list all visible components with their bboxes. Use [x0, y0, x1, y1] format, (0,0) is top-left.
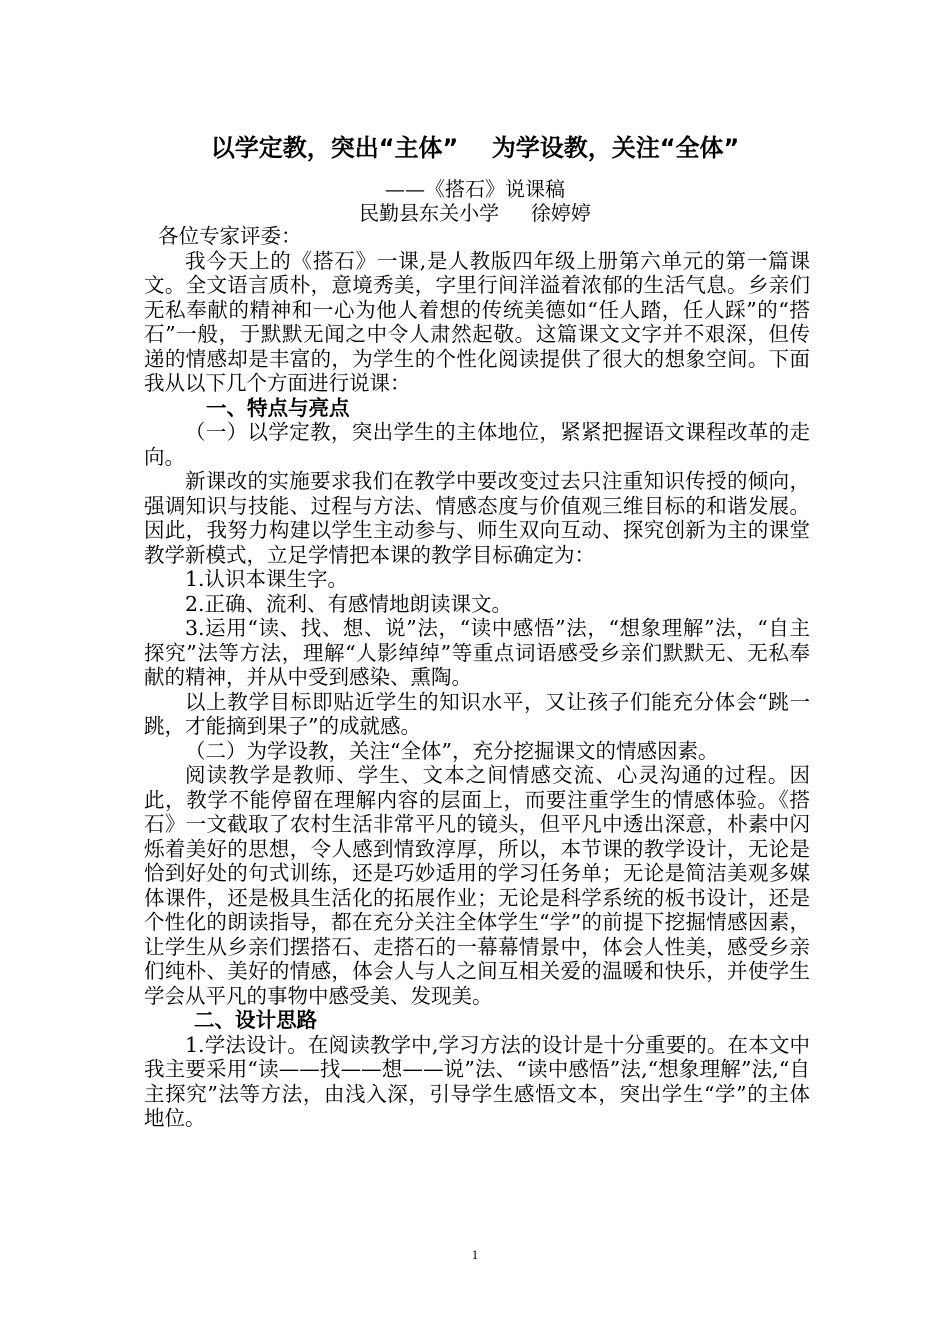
document-title: 以学定教，突出“主体” 为学设教，关注“全体” [210, 134, 740, 162]
body-paragraph: 1.学法设计。在阅读教学中,学习方法的设计是十分重要的。在本文中我主要采用“读——找——想——说”法、“读中感悟”法,“想象理解”法,“自主探究”法等方法，由浅入深，引导学生感悟文本，突出学生“学”的主体地位。 [144, 1032, 810, 1130]
intro-paragraph: 我今天上的《搭石》一课,是人教版四年级上册第六单元的第一篇课文。全文语言质朴，意境秀美，字里行间洋溢着浓郁的生活气息。乡亲们无私奉献的精神和一心为他人着想的传统美德如“任人踏，任人踩”的“搭石”一般，于默默无闻之中令人肃然起敬。这篇课文文字并不艰深，但传递的情感却是丰富的，为学生的个性化阅读提供了很大的想象空间。下面我从以下几个方面进行说课： [144, 248, 810, 395]
author-line: 民勤县东关小学 徐婷婷 [359, 201, 591, 225]
body-paragraph: 以上教学目标即贴近学生的知识水平，又让孩子们能充分体会“跳一跳，才能摘到果子”的成就感。 [144, 689, 810, 738]
subsection-heading: （一）以学定教，突出学生的主体地位，紧紧把握语文课程改革的走向。 [144, 420, 810, 469]
body-paragraph: 阅读教学是教师、学生、文本之间情感交流、心灵沟通的过程。因此，教学不能停留在理解内容的层面上，而要注重学生的情感体验。《搭石》一文截取了农村生活非常平凡的镜头，但平凡中透出深意，朴素中闪烁着美好的思想，令人感到情致淳厚，所以，本节课的教学设计，无论是恰到好处的句式训练，还是巧妙适用的学习任务单；无论是简洁美观多媒体课件，还是极具生活化的拓展作业；无论是科学系统的板书设计，还是个性化的朗读指导，都在充分关注全体学生“学”的前提下挖掘情感因素，让学生从乡亲们摆搭石、走搭石的一幕幕情景中，体会人性美，感受乡亲们纯朴、美好的情感，体会人与人之间互相关爱的温暖和快乐，并使学生学会从平凡的事物中感受美、发现美。 [144, 763, 810, 1008]
body-paragraph: 新课改的实施要求我们在教学中要改变过去只注重知识传授的倾向，强调知识与技能、过程与方法、情感态度与价值观三维目标的和谐发展。因此，我努力构建以学生主动参与、师生双向互动、探究创新为主的课堂教学新模式，立足学情把本课的教学目标确定为： [144, 469, 810, 567]
objective-item: 2.正确、流利、有感情地朗读课文。 [185, 591, 513, 616]
objective-item: 3.运用“读、找、想、说”法，“读中感悟”法，“想象理解”法，“自主探究”法等方法，理解“人影绰绰”等重点词语感受乡亲们默默无、无私奉献的精神，并从中受到感染、熏陶。 [144, 616, 810, 689]
objective-item: 1.认识本课生字。 [185, 567, 349, 591]
document-body [144, 224, 810, 1131]
salutation: 各位专家评委： [158, 224, 302, 248]
subsection-heading: （二）为学设教，关注“全体”，充分挖掘课文的情感因素。 [185, 738, 719, 763]
document-subtitle: ——《搭石》说课稿 [385, 177, 565, 201]
page-number: 1 [471, 1247, 479, 1262]
section-heading: 二、设计思路 [194, 1008, 317, 1032]
section-heading: 一、特点与亮点 [206, 395, 350, 420]
